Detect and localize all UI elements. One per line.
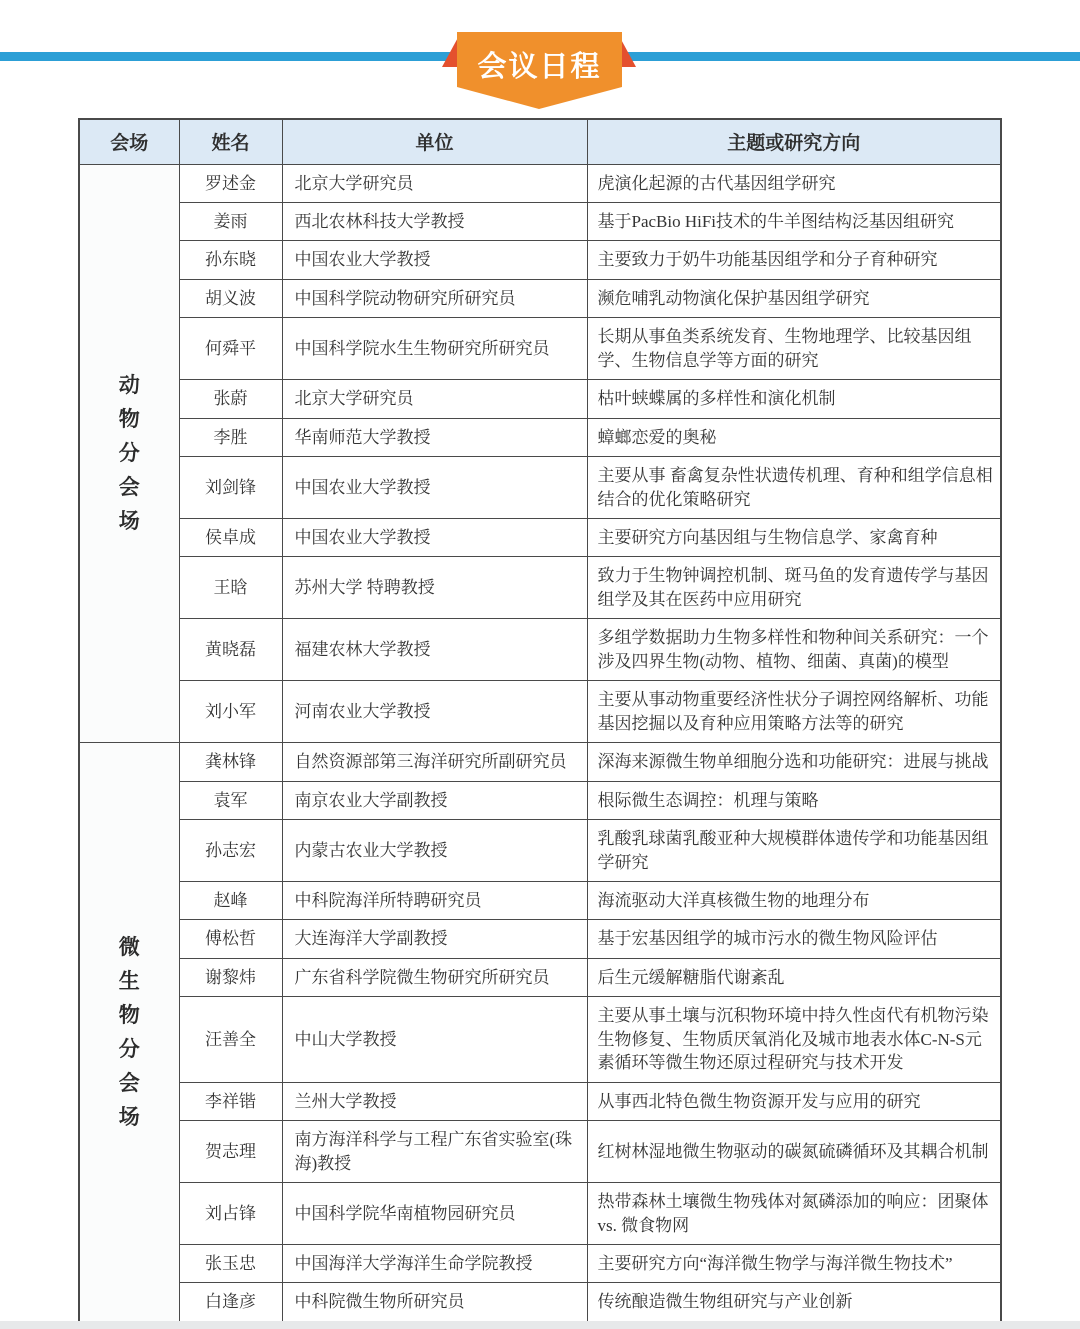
- topic-cell: 红树林湿地微生物驱动的碳氮硫磷循环及其耦合机制: [587, 1121, 1001, 1183]
- venue-char: 分: [118, 441, 140, 465]
- table-row: [79, 619, 1001, 681]
- presenter-name-cell: 龚林锋: [179, 743, 282, 781]
- topic-cell: 主要致力于奶牛功能基因组学和分子育种研究: [587, 241, 1001, 279]
- table-row: [79, 164, 1001, 202]
- topic-cell: 基于PacBio HiFi技术的牛羊图结构泛基因组研究: [587, 202, 1001, 240]
- table-row: [79, 681, 1001, 743]
- affiliation-cell: 中国科学院动物研究所研究员: [282, 279, 587, 317]
- header-topic: 主题或研究方向: [587, 119, 1001, 164]
- schedule-body: [79, 164, 1001, 1322]
- affiliation-cell: 中国科学院华南植物园研究员: [282, 1183, 587, 1245]
- banner-title: 会议日程: [477, 51, 602, 83]
- venue-vertical-text: [88, 375, 171, 532]
- schedule-ribbon-banner: [439, 14, 639, 114]
- presenter-name-cell: 姜雨: [179, 202, 282, 240]
- presenter-name-cell: 张蔚: [179, 380, 282, 418]
- topic-cell: 乳酸乳球菌乳酸亚种大规模群体遗传学和功能基因组学研究: [587, 820, 1001, 882]
- topic-cell: 枯叶蛱蝶属的多样性和演化机制: [587, 380, 1001, 418]
- affiliation-cell: 中国农业大学教授: [282, 241, 587, 279]
- table-row: [79, 1121, 1001, 1183]
- topic-cell: 深海来源微生物单细胞分选和功能研究：进展与挑战: [587, 743, 1001, 781]
- presenter-name-cell: 刘剑锋: [179, 457, 282, 519]
- affiliation-cell: 兰州大学教授: [282, 1082, 587, 1120]
- venue-char: 物: [118, 407, 140, 431]
- header-venue: 会场: [79, 119, 179, 164]
- topic-cell: 后生元缓解糖脂代谢紊乱: [587, 958, 1001, 996]
- table-row: [79, 1183, 1001, 1245]
- venue-char: 会: [118, 1071, 140, 1095]
- presenter-name-cell: 袁军: [179, 781, 282, 819]
- topic-cell: 濒危哺乳动物演化保护基因组学研究: [587, 279, 1001, 317]
- presenter-name-cell: 赵峰: [179, 882, 282, 920]
- table-row: [79, 1082, 1001, 1120]
- topic-cell: 虎演化起源的古代基因组学研究: [587, 164, 1001, 202]
- presenter-name-cell: 白逢彦: [179, 1283, 282, 1322]
- venue-label: [79, 743, 179, 1322]
- presenter-name-cell: 汪善全: [179, 997, 282, 1082]
- affiliation-cell: 北京大学研究员: [282, 164, 587, 202]
- table-row: [79, 241, 1001, 279]
- presenter-name-cell: 张玉忠: [179, 1245, 282, 1283]
- table-row: [79, 519, 1001, 557]
- venue-label: [79, 164, 179, 743]
- topic-cell: 长期从事鱼类系统发育、生物地理学、比较基因组学、生物信息学等方面的研究: [587, 318, 1001, 380]
- table-row: [79, 279, 1001, 317]
- affiliation-cell: 中山大学教授: [282, 997, 587, 1082]
- table-row: [79, 380, 1001, 418]
- affiliation-cell: 中科院海洋所特聘研究员: [282, 882, 587, 920]
- presenter-name-cell: 傅松哲: [179, 920, 282, 958]
- topic-cell: 主要从事 畜禽复杂性状遗传机理、育种和组学信息相结合的优化策略研究: [587, 457, 1001, 519]
- table-row: [79, 820, 1001, 882]
- presenter-name-cell: 黄晓磊: [179, 619, 282, 681]
- header-name: 姓名: [179, 119, 282, 164]
- table-row: [79, 418, 1001, 456]
- venue-char: 场: [118, 509, 140, 533]
- topic-cell: 从事西北特色微生物资源开发与应用的研究: [587, 1082, 1001, 1120]
- venue-vertical-text: [88, 937, 171, 1128]
- page-bottom-edge: [0, 1321, 1080, 1329]
- presenter-name-cell: 贺志理: [179, 1121, 282, 1183]
- venue-char: 会: [118, 475, 140, 499]
- affiliation-cell: 华南师范大学教授: [282, 418, 587, 456]
- venue-char: 微: [118, 935, 140, 959]
- affiliation-cell: 西北农林科技大学教授: [282, 202, 587, 240]
- topic-cell: 基于宏基因组学的城市污水的微生物风险评估: [587, 920, 1001, 958]
- affiliation-cell: 大连海洋大学副教授: [282, 920, 587, 958]
- table-row: [79, 557, 1001, 619]
- topic-cell: 传统酿造微生物组研究与产业创新: [587, 1283, 1001, 1322]
- affiliation-cell: 南京农业大学副教授: [282, 781, 587, 819]
- presenter-name-cell: 何舜平: [179, 318, 282, 380]
- table-row: [79, 920, 1001, 958]
- table-row: [79, 1283, 1001, 1322]
- conference-schedule-table: [78, 118, 1002, 1323]
- table-row: [79, 1245, 1001, 1283]
- topic-cell: 致力于生物钟调控机制、斑马鱼的发育遗传学与基因组学及其在医药中应用研究: [587, 557, 1001, 619]
- topic-cell: 多组学数据助力生物多样性和物种间关系研究：一个涉及四界生物(动物、植物、细菌、真菌)的模型: [587, 619, 1001, 681]
- affiliation-cell: 中国农业大学教授: [282, 457, 587, 519]
- topic-cell: 热带森林土壤微生物残体对氮磷添加的响应：团聚体 vs. 微食物网: [587, 1183, 1001, 1245]
- affiliation-cell: 北京大学研究员: [282, 380, 587, 418]
- affiliation-cell: 中国科学院水生生物研究所研究员: [282, 318, 587, 380]
- venue-char: 场: [118, 1105, 140, 1129]
- table-row: [79, 781, 1001, 819]
- table-row: [79, 457, 1001, 519]
- affiliation-cell: 广东省科学院微生物研究所研究员: [282, 958, 587, 996]
- table-row: [79, 318, 1001, 380]
- presenter-name-cell: 侯卓成: [179, 519, 282, 557]
- venue-char: 生: [118, 969, 140, 993]
- topic-cell: 主要研究方向“海洋微生物学与海洋微生物技术”: [587, 1245, 1001, 1283]
- topic-cell: 蟑螂恋爱的奥秘: [587, 418, 1001, 456]
- affiliation-cell: 南方海洋科学与工程广东省实验室(珠海)教授: [282, 1121, 587, 1183]
- presenter-name-cell: 孙东晓: [179, 241, 282, 279]
- affiliation-cell: 福建农林大学教授: [282, 619, 587, 681]
- affiliation-cell: 河南农业大学教授: [282, 681, 587, 743]
- presenter-name-cell: 胡义波: [179, 279, 282, 317]
- presenter-name-cell: 李祥锴: [179, 1082, 282, 1120]
- affiliation-cell: 内蒙古农业大学教授: [282, 820, 587, 882]
- venue-char: 动: [118, 373, 140, 397]
- table-row: [79, 882, 1001, 920]
- header-row: [79, 119, 1001, 164]
- topic-cell: 海流驱动大洋真核微生物的地理分布: [587, 882, 1001, 920]
- topic-cell: 主要研究方向基因组与生物信息学、家禽育种: [587, 519, 1001, 557]
- presenter-name-cell: 孙志宏: [179, 820, 282, 882]
- presenter-name-cell: 王晗: [179, 557, 282, 619]
- presenter-name-cell: 刘小军: [179, 681, 282, 743]
- topic-cell: 主要从事动物重要经济性状分子调控网络解析、功能基因挖掘以及育种应用策略方法等的研究: [587, 681, 1001, 743]
- venue-char: 物: [118, 1003, 140, 1027]
- presenter-name-cell: 李胜: [179, 418, 282, 456]
- affiliation-cell: 中国海洋大学海洋生命学院教授: [282, 1245, 587, 1283]
- presenter-name-cell: 谢黎炜: [179, 958, 282, 996]
- presenter-name-cell: 刘占锋: [179, 1183, 282, 1245]
- table-row: [79, 743, 1001, 781]
- presenter-name-cell: 罗述金: [179, 164, 282, 202]
- affiliation-cell: 中科院微生物所研究员: [282, 1283, 587, 1322]
- table-row: [79, 997, 1001, 1082]
- affiliation-cell: 中国农业大学教授: [282, 519, 587, 557]
- topic-cell: 根际微生态调控：机理与策略: [587, 781, 1001, 819]
- venue-char: 分: [118, 1037, 140, 1061]
- topic-cell: 主要从事土壤与沉积物环境中持久性卤代有机物污染生物修复、生物质厌氧消化及城市地表水体C-N-S元素循环等微生物还原过程研究与技术开发: [587, 997, 1001, 1082]
- header-affiliation: 单位: [282, 119, 587, 164]
- table-row: [79, 958, 1001, 996]
- affiliation-cell: 自然资源部第三海洋研究所副研究员: [282, 743, 587, 781]
- table-row: [79, 202, 1001, 240]
- affiliation-cell: 苏州大学 特聘教授: [282, 557, 587, 619]
